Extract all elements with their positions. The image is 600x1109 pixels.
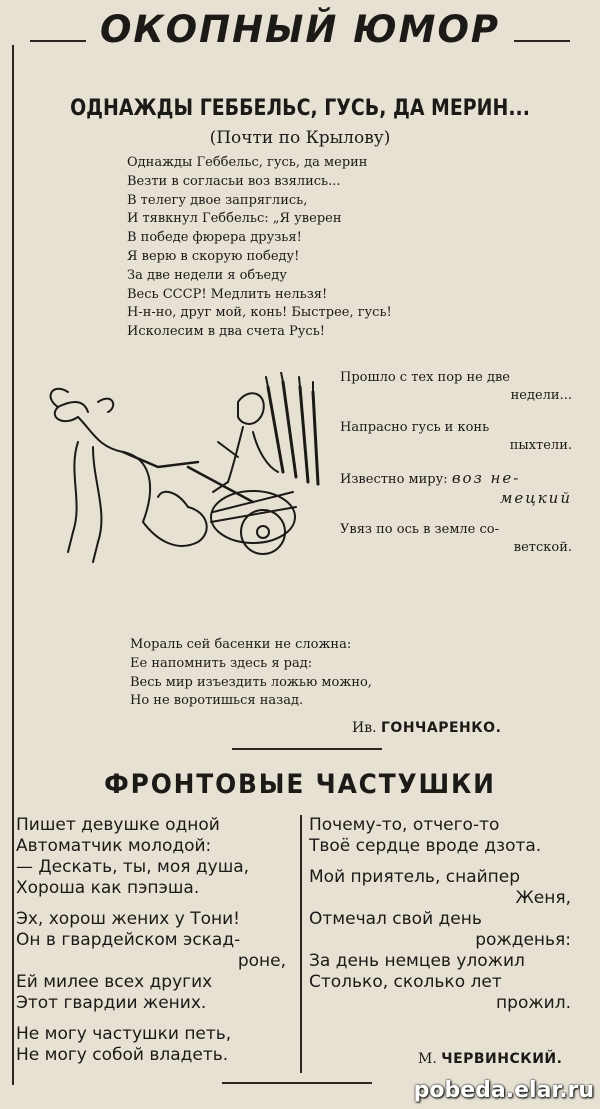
ditties-right-column	[309, 815, 571, 1014]
stanza-line	[340, 469, 572, 489]
ditty-line: Почему-то, отчего-то	[309, 815, 500, 835]
right-stanza	[340, 521, 572, 557]
verse-line: В победе фюрера друзья!	[127, 230, 302, 246]
moral-line: Но не воротишься назад.	[130, 693, 304, 709]
moral-line: Ее напомнить здесь я рад:	[130, 655, 313, 671]
verse-line: В телегу двое запряглись,	[127, 192, 308, 208]
verse-line: Исколесим в два счета Русь!	[127, 324, 325, 340]
cart	[211, 491, 295, 543]
stanza-line-italic: воз не-	[451, 469, 521, 487]
stanza-line: пыхтели.	[509, 438, 572, 453]
stanza-line: Увяз по ось в земле со-	[340, 522, 500, 537]
ditty-line: Не могу собой владеть.	[16, 1045, 229, 1065]
goebbels-figure	[238, 393, 264, 424]
ditty-line: Не могу частушки петь,	[16, 1024, 232, 1044]
author-surname: ЧЕРВИНСКИЙ.	[441, 1051, 563, 1067]
ditties-left-column	[16, 815, 286, 1066]
right-stanza	[340, 419, 572, 455]
bottom-divider	[222, 1082, 372, 1084]
ditty-line: Автоматчик молодой:	[16, 836, 212, 856]
masthead-text: ОКОПНЫЙ ЮМОР	[86, 8, 514, 51]
fable-author	[352, 720, 501, 736]
section-divider	[232, 748, 382, 750]
ditty-line: рожденья:	[475, 930, 571, 950]
moral-line: Весь мир изъездить ложью можно,	[130, 674, 372, 690]
masthead	[0, 8, 600, 51]
verse-line: Везти в согласьи воз взялись...	[127, 173, 341, 189]
horse-neck	[78, 417, 150, 522]
fable-verse	[127, 154, 392, 342]
ditties-column-divider	[300, 815, 302, 1073]
author-initials: М.	[418, 1051, 437, 1067]
verse-line: За две недели я объеду	[127, 267, 287, 283]
cart-wheel	[241, 510, 285, 554]
verse-line: Я верю в скорую победу!	[127, 248, 300, 264]
ditty-line: Мой приятель, снайпер	[309, 867, 521, 887]
ditty-line: Твоё сердце вроде дзота.	[309, 836, 542, 856]
ditty-line: — Дескать, ты, моя душа,	[16, 857, 250, 877]
ditty-line: Он в гвардейском эскад-	[16, 930, 241, 950]
stanza-line: Прошло с тех пор не две	[340, 370, 511, 385]
verse-line: Весь СССР! Медлить нельзя!	[127, 286, 328, 302]
stanza-line: мецкий	[499, 489, 572, 507]
verse-line: Однажды Геббельс, гусь, да мерин	[127, 155, 368, 170]
fable-right-verse	[340, 369, 572, 571]
moral-line: Мораль сей басенки не сложна:	[130, 637, 352, 652]
ditty-line: Эх, хорош жених у Тони!	[16, 909, 240, 929]
ditties-title: ФРОНТОВЫЕ ЧАСТУШКИ	[104, 769, 496, 800]
verse-line: Н-н-но, друг мой, конь! Быстрее, гусь!	[127, 305, 392, 321]
ditty-line: Хороша как пэпэша.	[16, 878, 200, 898]
fable-moral	[130, 636, 372, 711]
cartoon-illustration	[38, 372, 328, 582]
goose	[143, 507, 207, 546]
ditty-line: За день немцев уложил	[309, 951, 525, 971]
ditty-line: Женя,	[515, 888, 571, 908]
ditty-line: Ей милее всех других	[16, 972, 213, 992]
author-initials: Ив.	[352, 720, 377, 736]
verse-line: И тявкнул Геббельс: „Я уверен	[127, 211, 342, 227]
left-column-rule	[12, 45, 14, 1085]
stanza-line: Напрасно гусь и конь	[340, 420, 490, 435]
right-stanza	[340, 469, 572, 507]
stanza-line: недели...	[510, 388, 572, 403]
right-stanza	[340, 369, 572, 405]
ditty-line: Этот гвардии жених.	[16, 993, 207, 1013]
stanza-line: ветской.	[513, 540, 572, 555]
pencil-bundle	[268, 382, 318, 484]
ditty-line: прожил.	[496, 993, 571, 1013]
ditty-line: Отмечал свой день	[309, 909, 482, 929]
fable-title: ОДНАЖДЫ ГЕББЕЛЬС, ГУСЬ, ДА МЕРИН...	[70, 96, 530, 121]
watermark: pobeda.elar.ru	[413, 1078, 594, 1103]
ditty-line: Столько, сколько лет	[309, 972, 502, 992]
stanza-line-start: Известно миру:	[340, 472, 448, 487]
ditty-line: роне,	[237, 951, 286, 971]
ditties-author	[418, 1051, 562, 1067]
ditty-line: Пишет девушке одной	[16, 815, 220, 835]
fable-subtitle: (Почти по Крылову)	[209, 128, 391, 148]
author-surname: ГОНЧАРЕНКО.	[381, 720, 502, 736]
